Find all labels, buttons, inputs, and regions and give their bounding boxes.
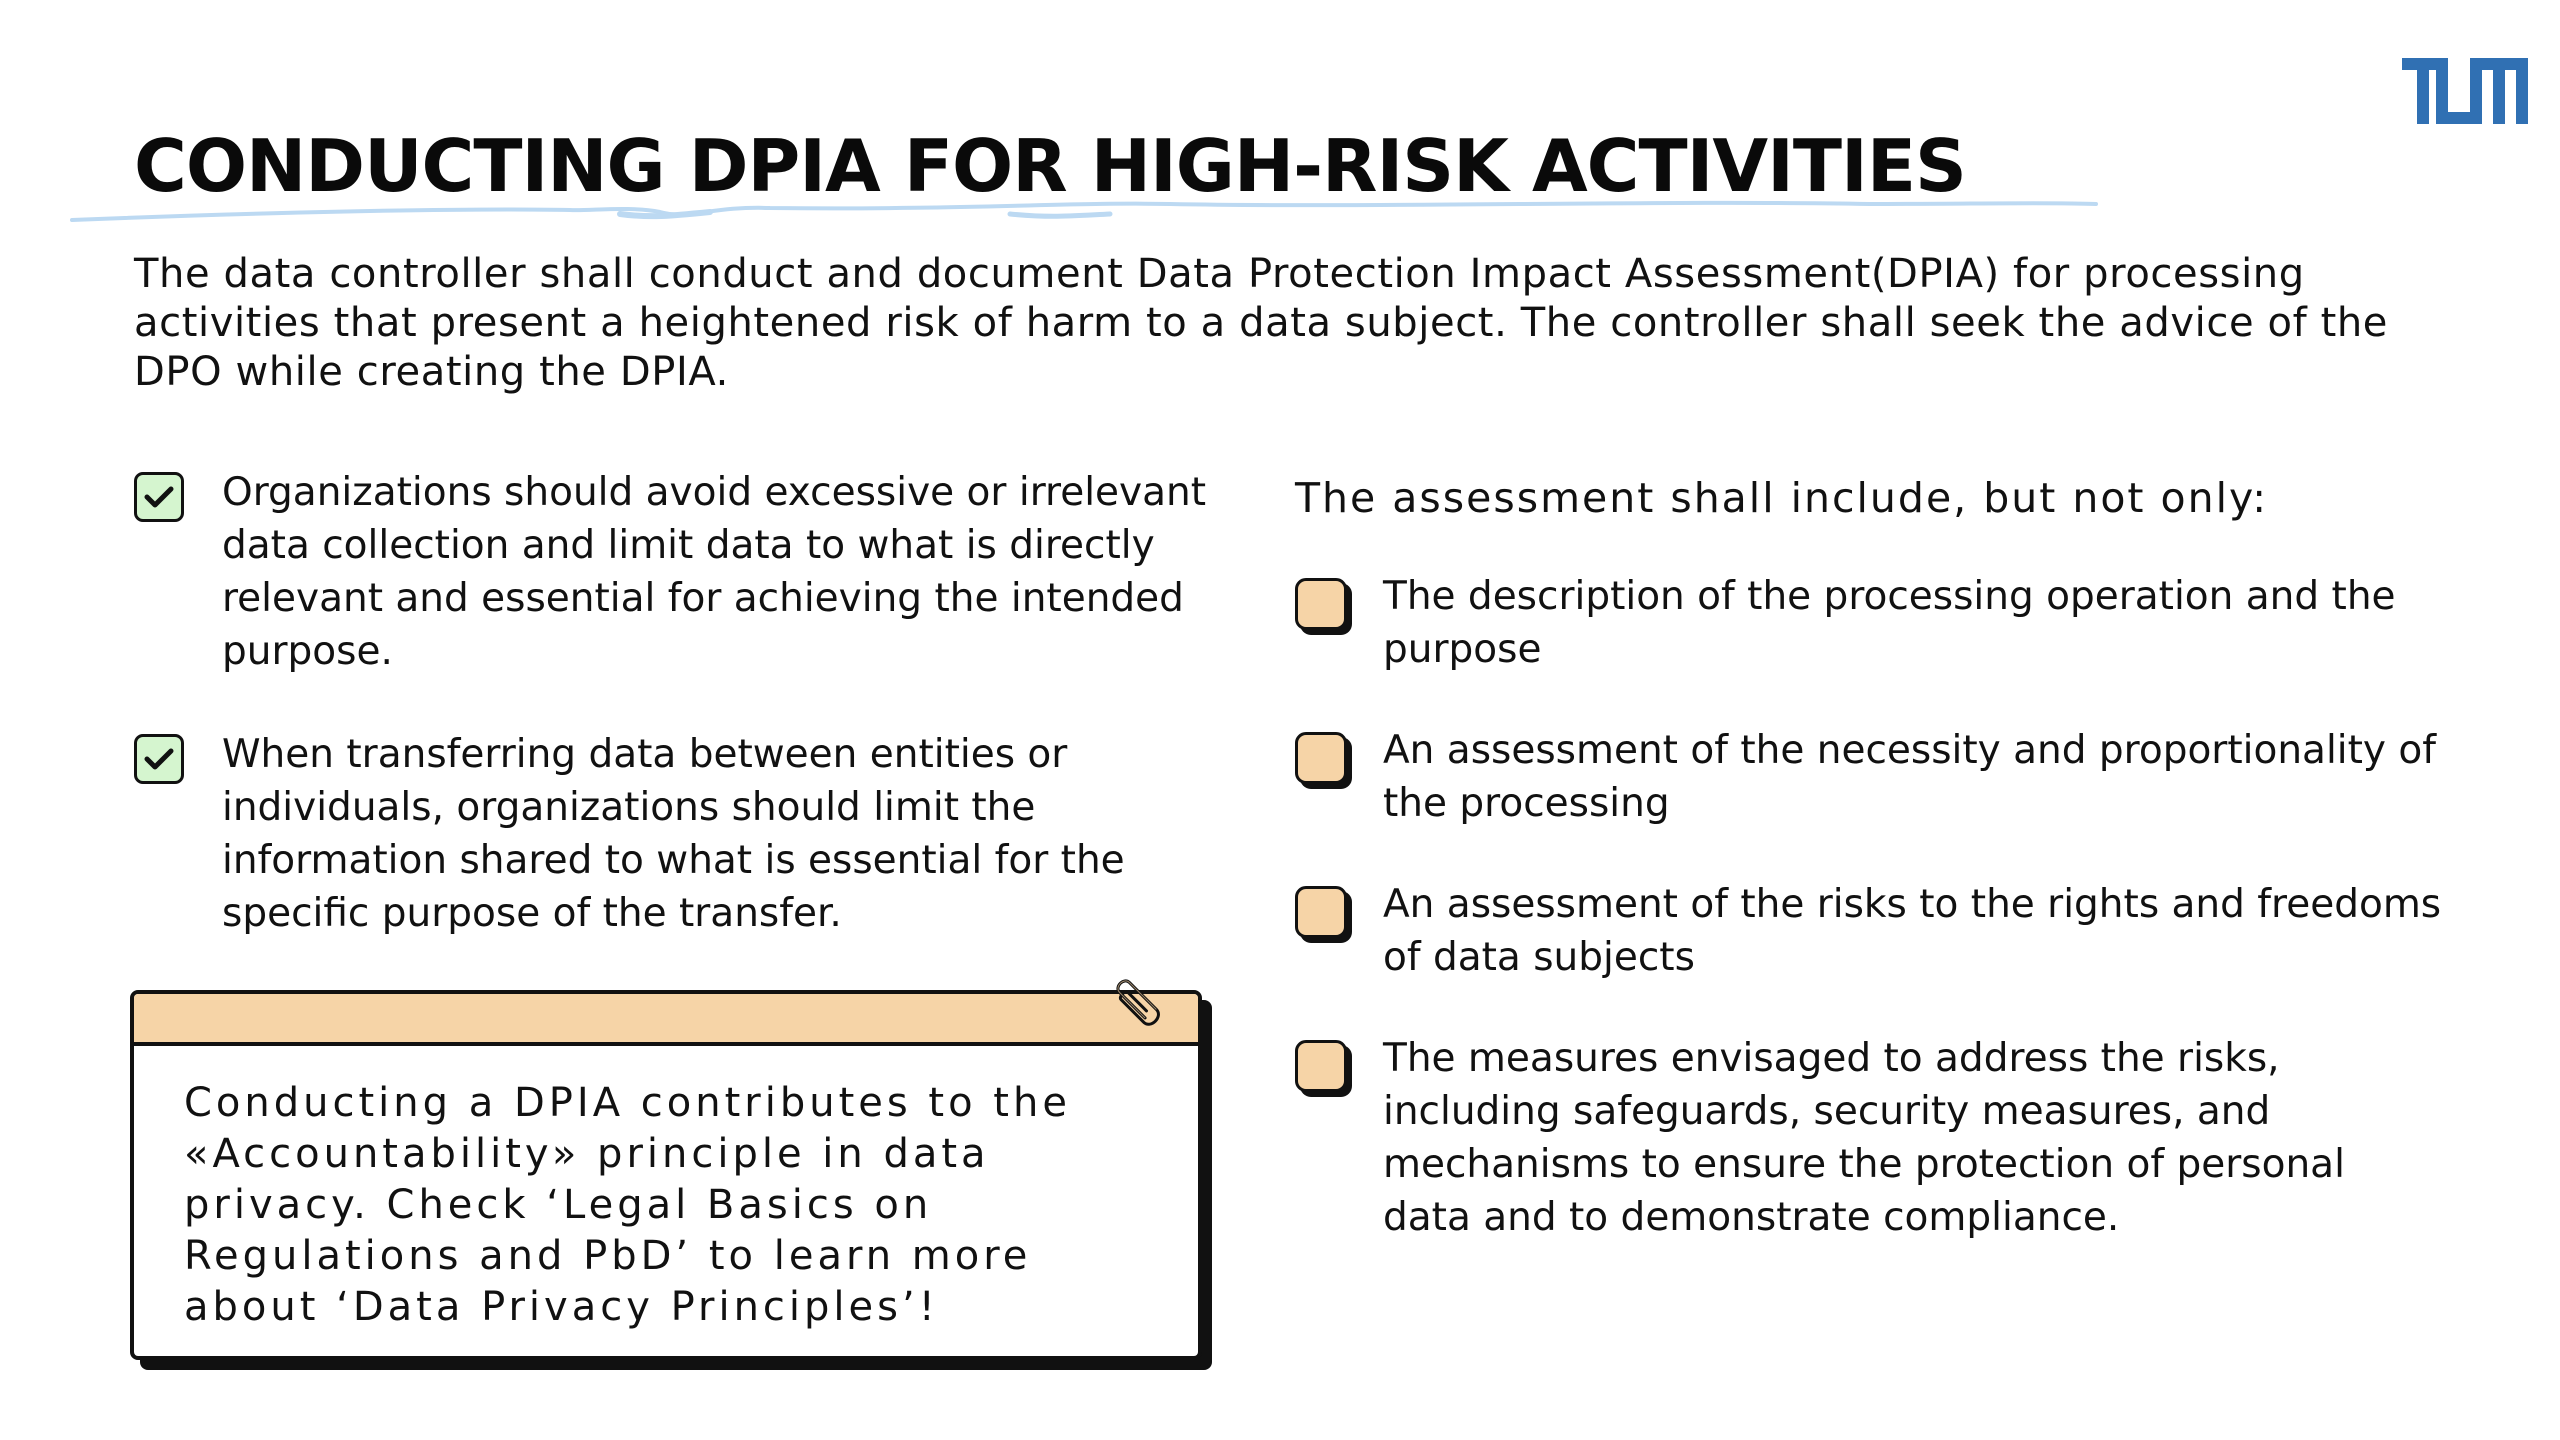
checklist-item bbox=[134, 728, 1194, 948]
assessment-item bbox=[1295, 1032, 2445, 1262]
assessment-item-text: An assessment of the necessity and proportionality of the processing bbox=[1383, 728, 2436, 826]
note-card-header bbox=[134, 994, 1198, 1046]
slide-title: CONDUCTING DPIA FOR HIGH-RISK ACTIVITIES bbox=[134, 124, 1966, 208]
note-text: Conducting a DPIA contributes to the «Accountability» principle in data privacy. Check ‘Legal Basics on Regulations and PbD’ to learn more about ‘Data Privacy Principles’! bbox=[184, 1080, 1071, 1330]
checkbox-unchecked[interactable] bbox=[1295, 732, 1349, 786]
assessment-heading: The assessment shall include, but not only: bbox=[1295, 474, 2269, 522]
checklist-item-text: Organizations should avoid excessive or irrelevant data collection and limit data to what is directly relevant and essential for achieving the intended purpose. bbox=[222, 470, 1207, 674]
tum-logo bbox=[2402, 58, 2528, 124]
checkbox-checked[interactable] bbox=[134, 472, 184, 522]
assessment-item bbox=[1295, 570, 2445, 690]
checkbox-unchecked[interactable] bbox=[1295, 1040, 1349, 1094]
tum-logo-mark bbox=[2402, 58, 2528, 124]
title-underline bbox=[70, 192, 2100, 222]
intro-paragraph: The data controller shall conduct and document Data Protection Impact Assessment(DPIA) for processing activities that present a heightened risk of harm to a data subject. The controller shall seek the advice of the DPO while creating the DPIA. bbox=[134, 251, 2389, 395]
checklist-item bbox=[134, 466, 1207, 686]
checkmark-icon bbox=[143, 746, 175, 772]
assessment-item-text: An assessment of the risks to the rights and freedoms of data subjects bbox=[1383, 882, 2442, 980]
paperclip-icon bbox=[1105, 968, 1171, 1034]
note-card-body bbox=[130, 990, 1202, 1360]
checkbox-unchecked[interactable] bbox=[1295, 886, 1349, 940]
assessment-item bbox=[1295, 724, 2445, 844]
note-card bbox=[130, 990, 1202, 1370]
assessment-item-text: The measures envisaged to address the risks, including safeguards, security measures, and mechanisms to ensure the protection of personal data and to demonstrate compliance. bbox=[1383, 1036, 2345, 1240]
checkbox-checked[interactable] bbox=[134, 734, 184, 784]
assessment-item-text: The description of the processing operation and the purpose bbox=[1383, 574, 2396, 672]
assessment-item bbox=[1295, 878, 2445, 998]
checkmark-icon bbox=[143, 484, 175, 510]
checklist-item-text: When transferring data between entities or individuals, organizations should limit the information shared to what is essential for the specific purpose of the transfer. bbox=[222, 732, 1125, 936]
checkbox-unchecked[interactable] bbox=[1295, 578, 1349, 632]
